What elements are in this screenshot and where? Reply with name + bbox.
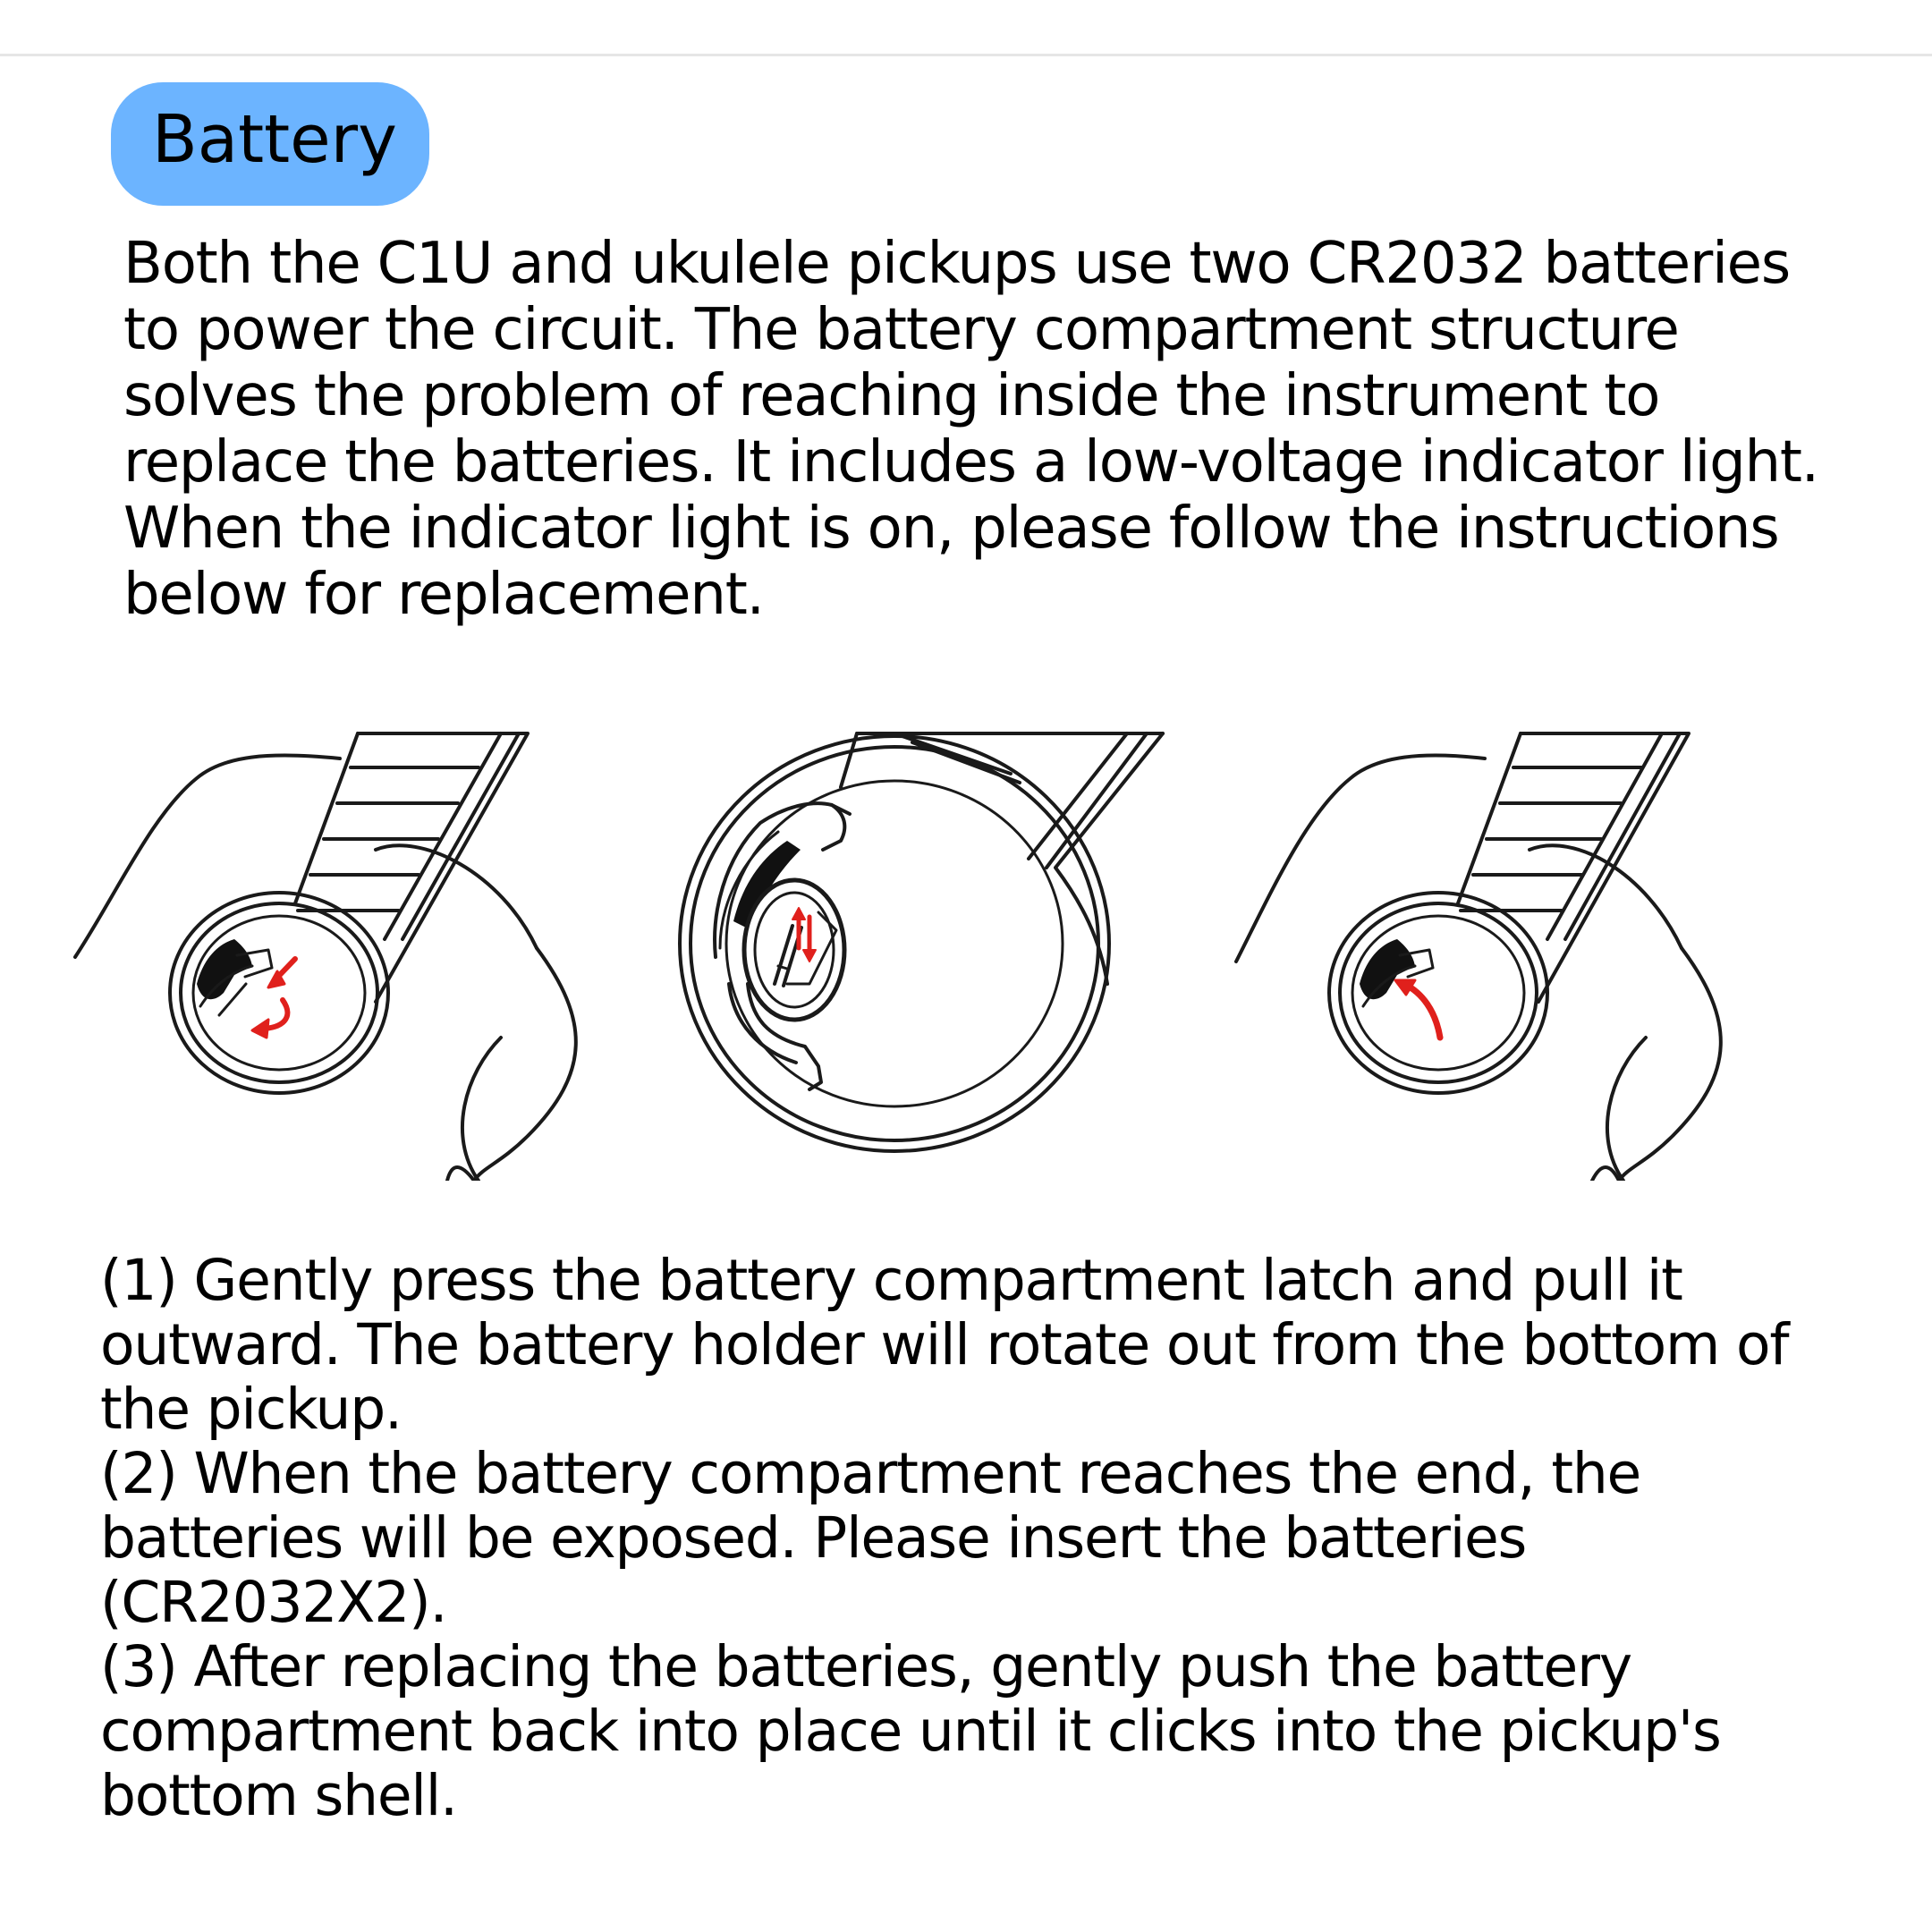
top-divider (0, 54, 1932, 56)
section-badge (111, 82, 429, 206)
section-title: Battery (152, 101, 397, 178)
step-2: (2) When the battery compartment reaches the end, the batteries will be exposed. Please insert the batteries (CR2032X2). (100, 1441, 1641, 1635)
intro-paragraph: Both the C1U and ukulele pickups use two CR2032 batteries to power the circuit. The battery compartment structure solves the problem of reaching inside the instrument to replace the batteries. It includes a low-voltage indicator light. When the indicator light is on, please follow the instructions below for replacement. (123, 231, 1818, 628)
ukulele-latch-press-icon (75, 733, 576, 1181)
battery-replacement-illustrations (0, 716, 1932, 1181)
step-1: (1) Gently press the battery compartment latch and pull it outward. The battery holder will rotate out from the bottom of the pickup. (100, 1248, 1789, 1442)
battery-holder-open-icon (680, 733, 1163, 1151)
instructions-list (100, 1249, 1889, 1828)
ukulele-latch-close-icon (1236, 733, 1721, 1181)
step-3: (3) After replacing the batteries, gently push the battery compartment back into place until it clicks into the pickup's bottom shell. (100, 1634, 1721, 1828)
